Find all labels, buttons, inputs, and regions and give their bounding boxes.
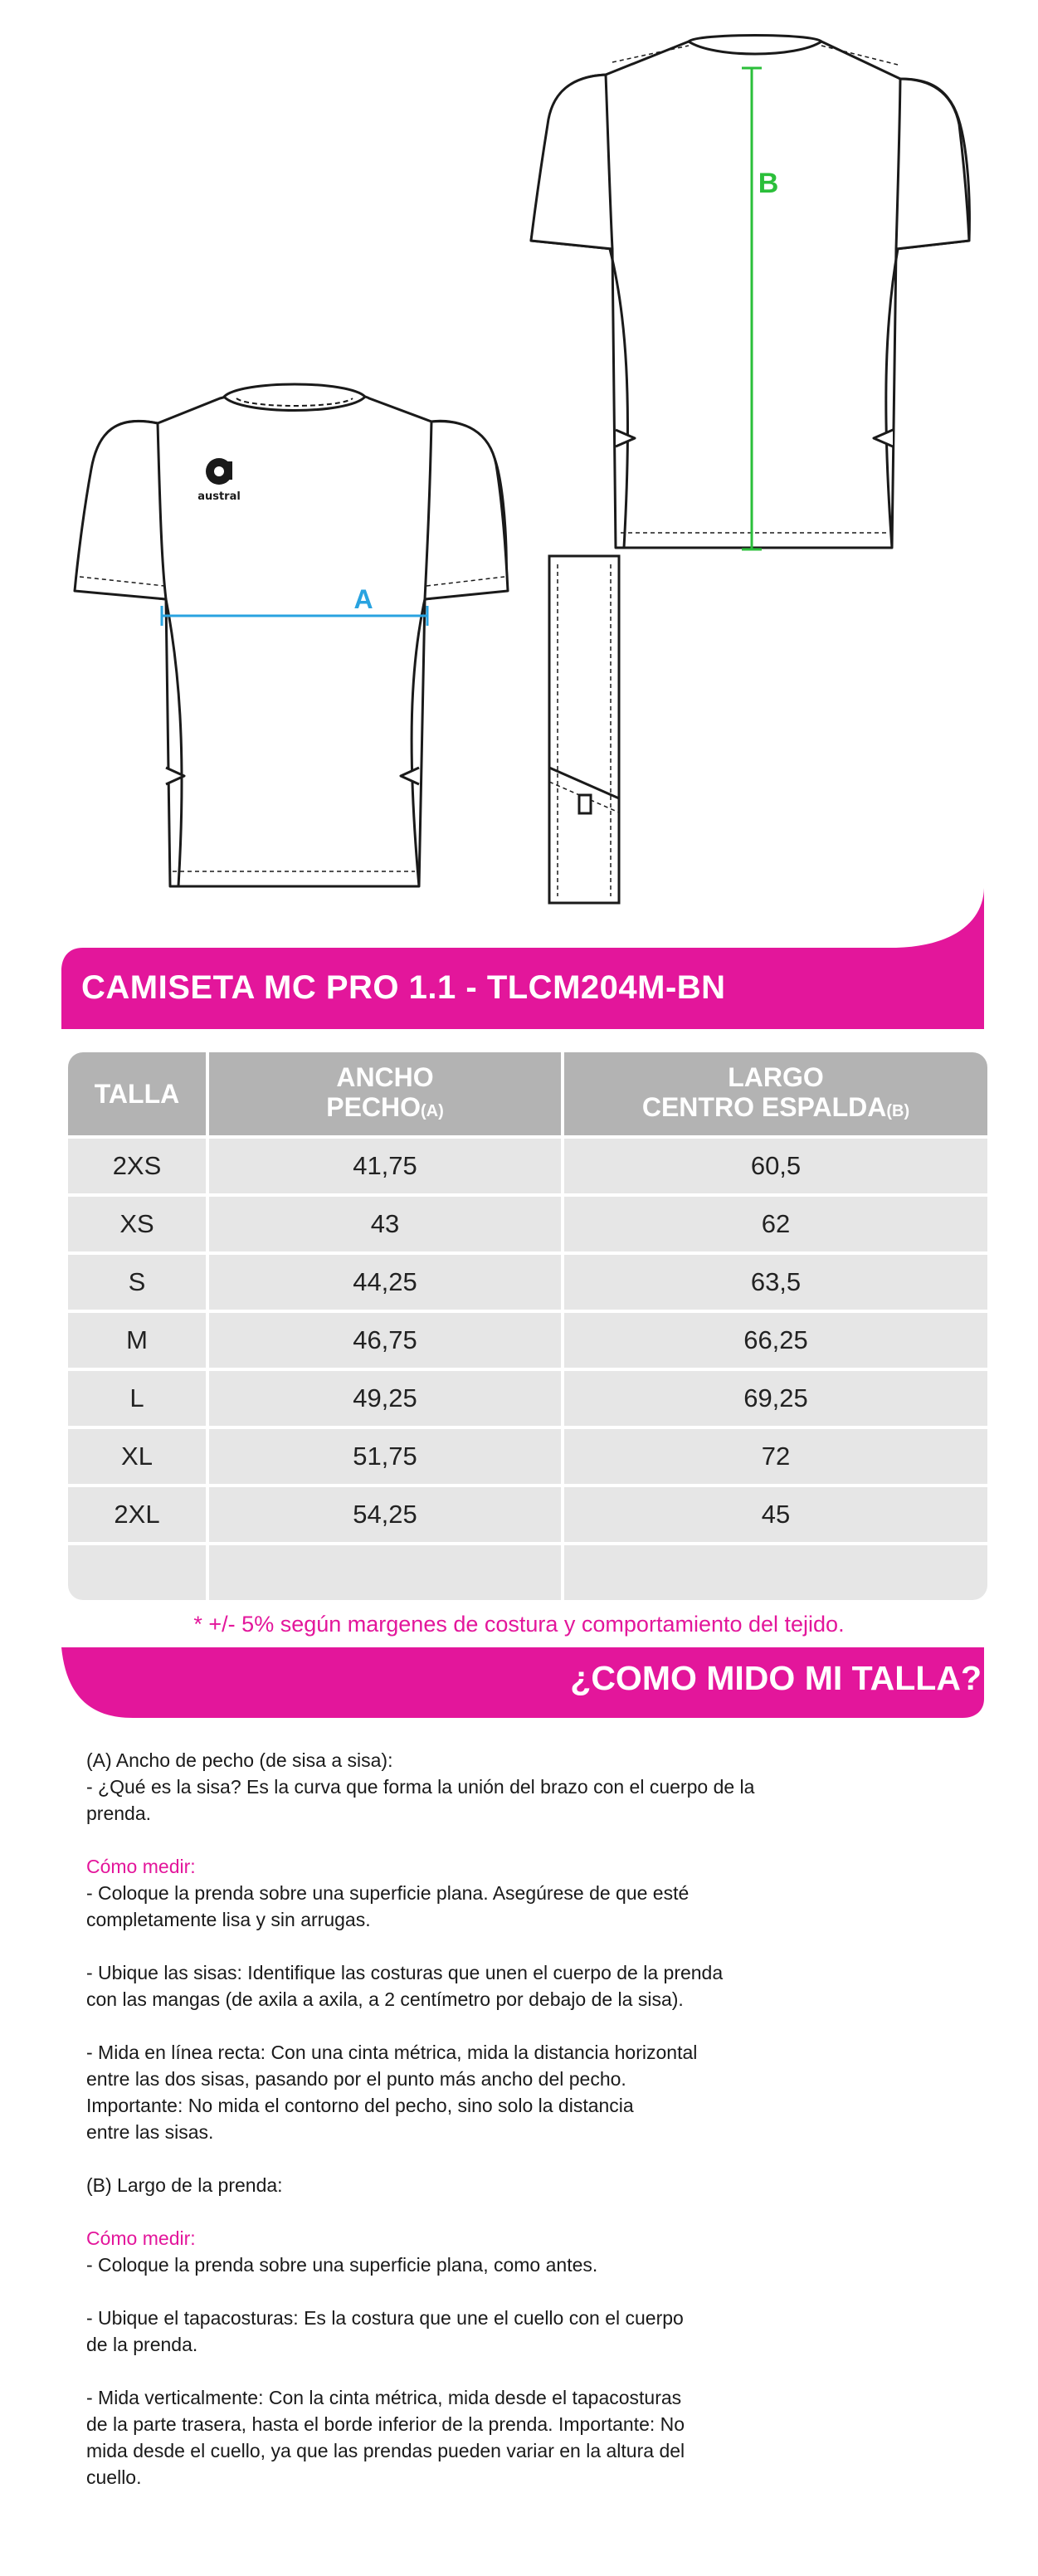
garment-illustrations (0, 0, 1038, 921)
section-b: (B) Largo de la prenda: (86, 2174, 283, 2196)
cell-chest (209, 1545, 564, 1600)
header-size: TALLA (68, 1052, 209, 1139)
section-b-how: Cómo medir: - Coloque la prenda sobre una superficie plana, como antes. (86, 2227, 598, 2276)
cell-chest: 43 (209, 1197, 564, 1255)
cell-chest: 54,25 (209, 1487, 564, 1545)
front-shirt-drawing (75, 384, 508, 886)
tolerance-note: * +/- 5% según margenes de costura y comportamiento del tejido. (193, 1612, 845, 1637)
cell-length: 72 (564, 1429, 987, 1487)
table-row (68, 1197, 987, 1255)
product-title-banner (0, 888, 1038, 1029)
table-row (68, 1429, 987, 1487)
cell-size: S (68, 1255, 209, 1313)
cell-size (68, 1545, 209, 1600)
table-row (68, 1487, 987, 1545)
table-row-empty (68, 1545, 987, 1600)
header-chest-width: ANCHO PECHO(A) (209, 1052, 564, 1139)
cell-size: 2XL (68, 1487, 209, 1545)
section-b-step2: - Ubique el tapacosturas: Es la costura que une el cuello con el cuerpo de la prenda. (86, 2307, 684, 2355)
table-row (68, 1139, 987, 1197)
cell-length: 45 (564, 1487, 987, 1545)
section-a-step2: - Ubique las sisas: Identifique las costuras que unen el cuerpo de la prenda con las mangas (de axila a axila, a 2 centímetro por debajo de la sisa). (86, 1962, 724, 2010)
cell-length: 62 (564, 1197, 987, 1255)
cell-length (564, 1545, 987, 1600)
section-b-step3: - Mida verticalmente: Con la cinta métrica, mida desde el tapacosturas de la parte trasera, hasta el borde inferior de la prenda. Importante: No mida desde el cuello, ya que las prendas pueden variar en la altura del cuello. (86, 2387, 685, 2488)
measure-a-label: A (353, 584, 373, 614)
cell-length: 60,5 (564, 1139, 987, 1197)
table-header-row (68, 1052, 987, 1139)
cell-chest: 49,25 (209, 1371, 564, 1429)
table-row (68, 1371, 987, 1429)
table-row (68, 1255, 987, 1313)
cell-chest: 51,75 (209, 1429, 564, 1487)
cell-length: 69,25 (564, 1371, 987, 1429)
how-to-measure-title: ¿COMO MIDO MI TALLA? (570, 1659, 982, 1697)
cell-size: XS (68, 1197, 209, 1255)
cell-chest: 46,75 (209, 1313, 564, 1371)
brand-logo-text: austral (197, 490, 241, 503)
cell-size: L (68, 1371, 209, 1429)
product-title: CAMISETA MC PRO 1.1 - TLCM204M-BN (81, 969, 726, 1006)
cell-length: 66,25 (564, 1313, 987, 1371)
brand-logo-icon (206, 458, 232, 485)
cell-size: XL (68, 1429, 209, 1487)
cell-chest: 41,75 (209, 1139, 564, 1197)
section-a-step3: - Mida en línea recta: Con una cinta métrica, mida la distancia horizontal entre las dos sisas, pasando por el punto más ancho del pecho. Importante: No mida el contorno del pecho, sino solo la distancia entre las sisas. (86, 2042, 698, 2143)
section-a-how: Cómo medir: - Coloque la prenda sobre una superficie plana. Asegúrese de que esté completamente lisa y sin arrugas. (86, 1856, 690, 1930)
measure-b-label: B (758, 168, 779, 199)
how-to-measure-banner (0, 1647, 1038, 1718)
section-a: (A) Ancho de pecho (de sisa a sisa): - ¿Qué es la sisa? Es la curva que forma la unión del brazo con el cuerpo de la prenda. (86, 1749, 755, 1824)
cell-size: 2XS (68, 1139, 209, 1197)
back-shirt-drawing (531, 36, 969, 549)
cell-length: 63,5 (564, 1255, 987, 1313)
header-back-length: LARGO CENTRO ESPALDA(B) (564, 1052, 987, 1139)
title-banner-shape (0, 888, 1038, 1029)
size-table (68, 1052, 987, 1600)
cell-size: M (68, 1313, 209, 1371)
cell-chest: 44,25 (209, 1255, 564, 1313)
side-panel-drawing (549, 556, 619, 903)
table-row (68, 1313, 987, 1371)
measuring-instructions (86, 1747, 775, 2517)
